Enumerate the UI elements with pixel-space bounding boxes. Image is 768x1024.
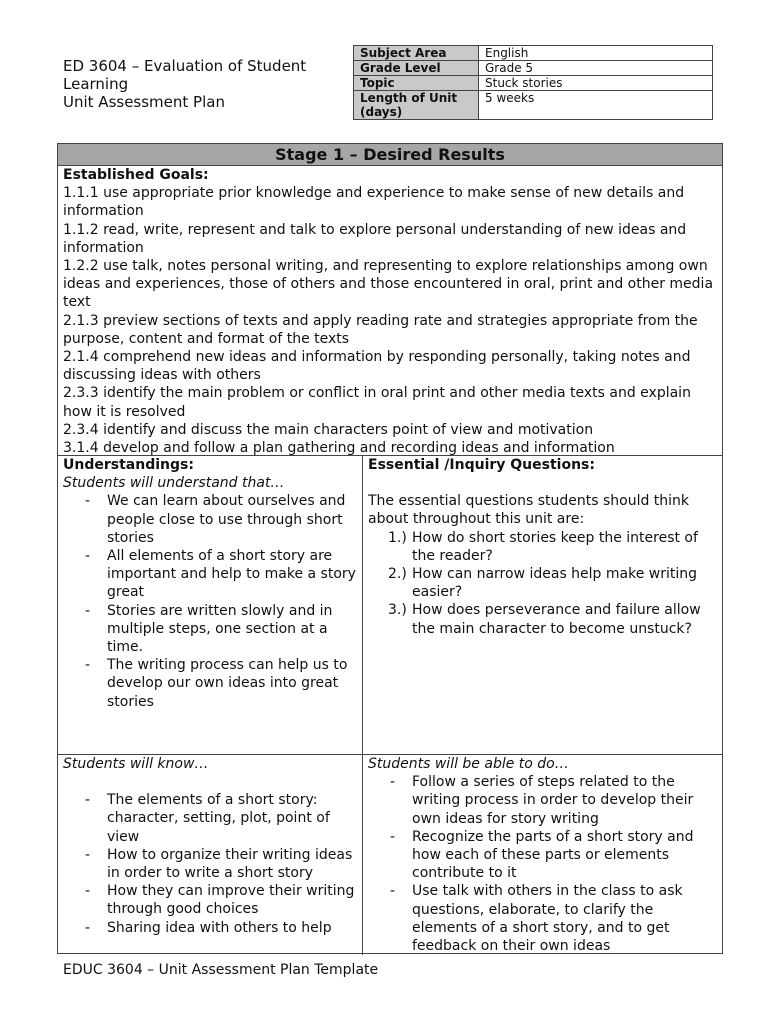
goal-item: 2.1.4 comprehend new ideas and information by responding personally, taking notes and discussing ideas with others	[63, 349, 691, 384]
goal-item: 2.3.4 identify and discuss the main characters point of view and motivation	[63, 421, 594, 438]
page-footer: EDUC 3604 – Unit Assessment Plan Template	[63, 962, 379, 978]
list-item: - Stories are written slowly and in multiple steps, one section at a time.	[85, 602, 357, 657]
do-list	[368, 773, 717, 955]
meta-value: 5 weeks	[479, 91, 713, 120]
meta-key: Subject Area	[354, 46, 479, 61]
unit-info-table	[353, 45, 713, 120]
goal-item: 3.1.4 develop and follow a plan gathering and recording ideas and information	[63, 440, 615, 456]
understandings-intro: Students will understand that…	[63, 475, 285, 492]
title-line: Learning	[63, 75, 129, 93]
meta-key: Grade Level	[354, 61, 479, 76]
list-item: - How they can improve their writing through good choices	[85, 882, 357, 918]
meta-row	[354, 61, 713, 76]
list-item: - Sharing idea with others to help	[85, 919, 357, 937]
stage-header: Stage 1 – Desired Results	[58, 144, 722, 166]
list-item: - Use talk with others in the class to ask questions, elaborate, to clarify the elements of a short story, and to get feedback on their own ideas	[390, 882, 717, 955]
list-item: - Recognize the parts of a short story and how each of these parts or elements contribute to it	[390, 828, 717, 883]
know-intro: Students will know…	[63, 756, 209, 772]
list-item	[390, 601, 717, 637]
essential-intro: The essential questions students should think about throughout this unit are:	[368, 493, 690, 528]
understandings-heading: Understandings:	[63, 457, 194, 473]
meta-key: Topic	[354, 76, 479, 91]
question-text: How do short stories keep the interest of the reader?	[412, 529, 698, 564]
essential-heading: Essential /Inquiry Questions:	[368, 457, 595, 473]
question-number: 2.)	[388, 566, 407, 583]
list-item: - Follow a series of steps related to the writing process in order to develop their own ideas for story writing	[390, 773, 717, 828]
list-item	[390, 529, 717, 565]
meta-row	[354, 76, 713, 91]
meta-row	[354, 46, 713, 61]
goal-item: 1.1.1 use appropriate prior knowledge and experience to make sense of new details and information	[63, 185, 685, 220]
do-cell	[363, 755, 722, 955]
understandings-row	[58, 456, 722, 755]
established-goals	[58, 166, 722, 456]
list-item	[390, 565, 717, 601]
list-item: - All elements of a short story are important and help to make a story great	[85, 547, 357, 602]
know-do-row	[58, 755, 722, 955]
understandings-list	[63, 492, 357, 710]
know-list	[63, 791, 357, 937]
do-intro: Students will be able to do…	[368, 756, 569, 772]
meta-value: Grade 5	[479, 61, 713, 76]
title-line: Unit Assessment Plan	[63, 93, 225, 111]
list-item: - The elements of a short story: character, setting, plot, point of view	[85, 791, 357, 846]
title-line: ED 3604 – Evaluation of Student	[63, 57, 307, 75]
know-cell	[58, 755, 363, 955]
list-item: - How to organize their writing ideas in order to write a short story	[85, 846, 357, 882]
goal-item: 1.2.2 use talk, notes personal writing, and representing to explore relationships among own ideas and experiences, those of others and those encountered in oral, print and other media text	[63, 258, 714, 311]
question-text: How does perseverance and failure allow the main character to become unstuck?	[412, 602, 701, 637]
meta-value: Stuck stories	[479, 76, 713, 91]
goal-item: 1.1.2 read, write, represent and talk to explore personal understanding of new ideas and information	[63, 221, 687, 256]
essential-questions-list	[368, 529, 717, 638]
understandings-cell	[58, 456, 363, 754]
goal-item: 2.1.3 preview sections of texts and apply reading rate and strategies appropriate from the purpose, content and format of the texts	[63, 312, 698, 347]
question-text: How can narrow ideas help make writing easier?	[412, 566, 698, 601]
question-number: 1.)	[388, 529, 407, 546]
essential-questions-cell	[363, 456, 722, 754]
document-title	[63, 57, 353, 111]
meta-row	[354, 91, 713, 120]
goals-label: Established Goals:	[63, 167, 209, 183]
list-item: - We can learn about ourselves and people close to use through short stories	[85, 492, 357, 547]
meta-key: Length of Unit (days)	[354, 91, 479, 120]
stage-table	[57, 143, 723, 954]
question-number: 3.)	[388, 602, 407, 619]
list-item: - The writing process can help us to develop our own ideas into great stories	[85, 656, 357, 711]
goal-item: 2.3.3 identify the main problem or conflict in oral print and other media texts and explain how it is resolved	[63, 385, 691, 420]
meta-value: English	[479, 46, 713, 61]
